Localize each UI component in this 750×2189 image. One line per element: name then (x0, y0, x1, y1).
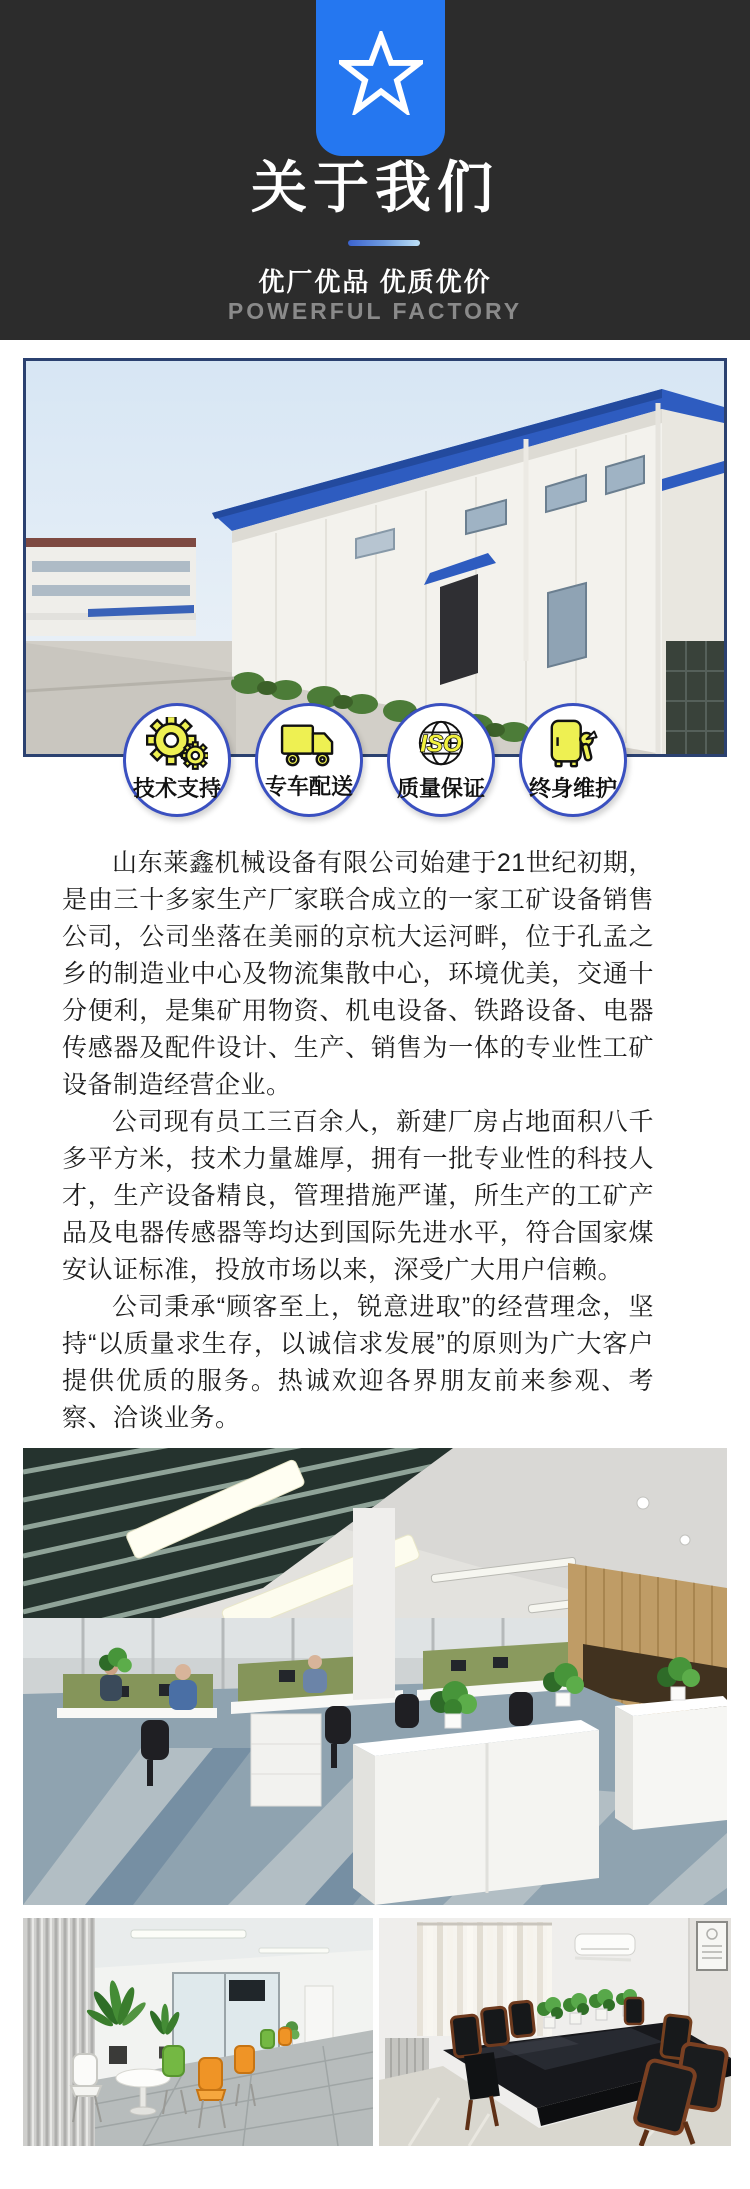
office-interior-illustration (23, 1448, 727, 1905)
hero-section (23, 358, 727, 801)
badge-label: 终身维护 (528, 776, 617, 801)
star-icon (339, 31, 423, 115)
subtitle-chinese: 优厂优品 优质优价 (258, 267, 492, 297)
truck-icon (278, 719, 340, 769)
iso-text: ISO (420, 730, 462, 758)
bottom-photos-row (23, 1918, 750, 2146)
star-badge (316, 0, 445, 156)
meeting-room-illustration (379, 1918, 731, 2146)
about-paragraph-1: 山东莱鑫机械设备有限公司始建于21世纪初期，是由三十多家生产厂家联合成立的一家工矿设备销售公司，公司坐落在美丽的京杭大运河畔，位于孔孟之乡的制造业中心及物流集散中心，环境优美，交通十分便利，是集矿用物资、机电设备、铁路设备、电器传感器及配件设计、生产、销售为一体的专业性工矿设备制造经营企业。 (62, 849, 654, 1099)
badge-maintenance (519, 703, 627, 817)
page-title: 关于我们 (251, 156, 499, 219)
badge-quality (387, 703, 495, 817)
service-badges-row (23, 703, 727, 817)
subtitle-english: POWERFUL FACTORY (227, 298, 523, 324)
badge-delivery (255, 703, 363, 817)
gears-icon (146, 717, 208, 771)
breakroom-photo (23, 1918, 373, 2146)
breakroom-illustration (23, 1918, 373, 2146)
iso-globe-icon (410, 717, 472, 771)
badge-label: 专车配送 (264, 774, 353, 799)
about-section (62, 845, 654, 1437)
header-section (0, 0, 750, 340)
fridge-wrench-icon (542, 717, 604, 771)
factory-exterior-photo (23, 358, 727, 757)
badge-label: 技术支持 (132, 776, 221, 801)
about-paragraph-3: 公司秉承“顾客至上，锐意进取”的经营理念，坚持“以质量求生存，以诚信求发展”的原则为广大客户提供优质的服务。热诚欢迎各界朋友前来参观、考察、洽谈业务。 (62, 1293, 654, 1432)
office-interior-photo (23, 1448, 727, 1905)
factory-exterior-illustration (26, 361, 724, 754)
badge-label: 质量保证 (396, 776, 485, 801)
badge-tech-support (123, 703, 231, 817)
about-paragraph-2: 公司现有员工三百余人，新建厂房占地面积八千多平方米，技术力量雄厚，拥有一批专业性的科技人才，生产设备精良，管理措施严谨，所生产的工矿产品及电器传感器等均达到国际先进水平，符合国家煤安认证标准，投放市场以来，深受广大用户信赖。 (62, 1108, 654, 1284)
title-underline (348, 240, 420, 246)
meeting-room-photo (379, 1918, 731, 2146)
